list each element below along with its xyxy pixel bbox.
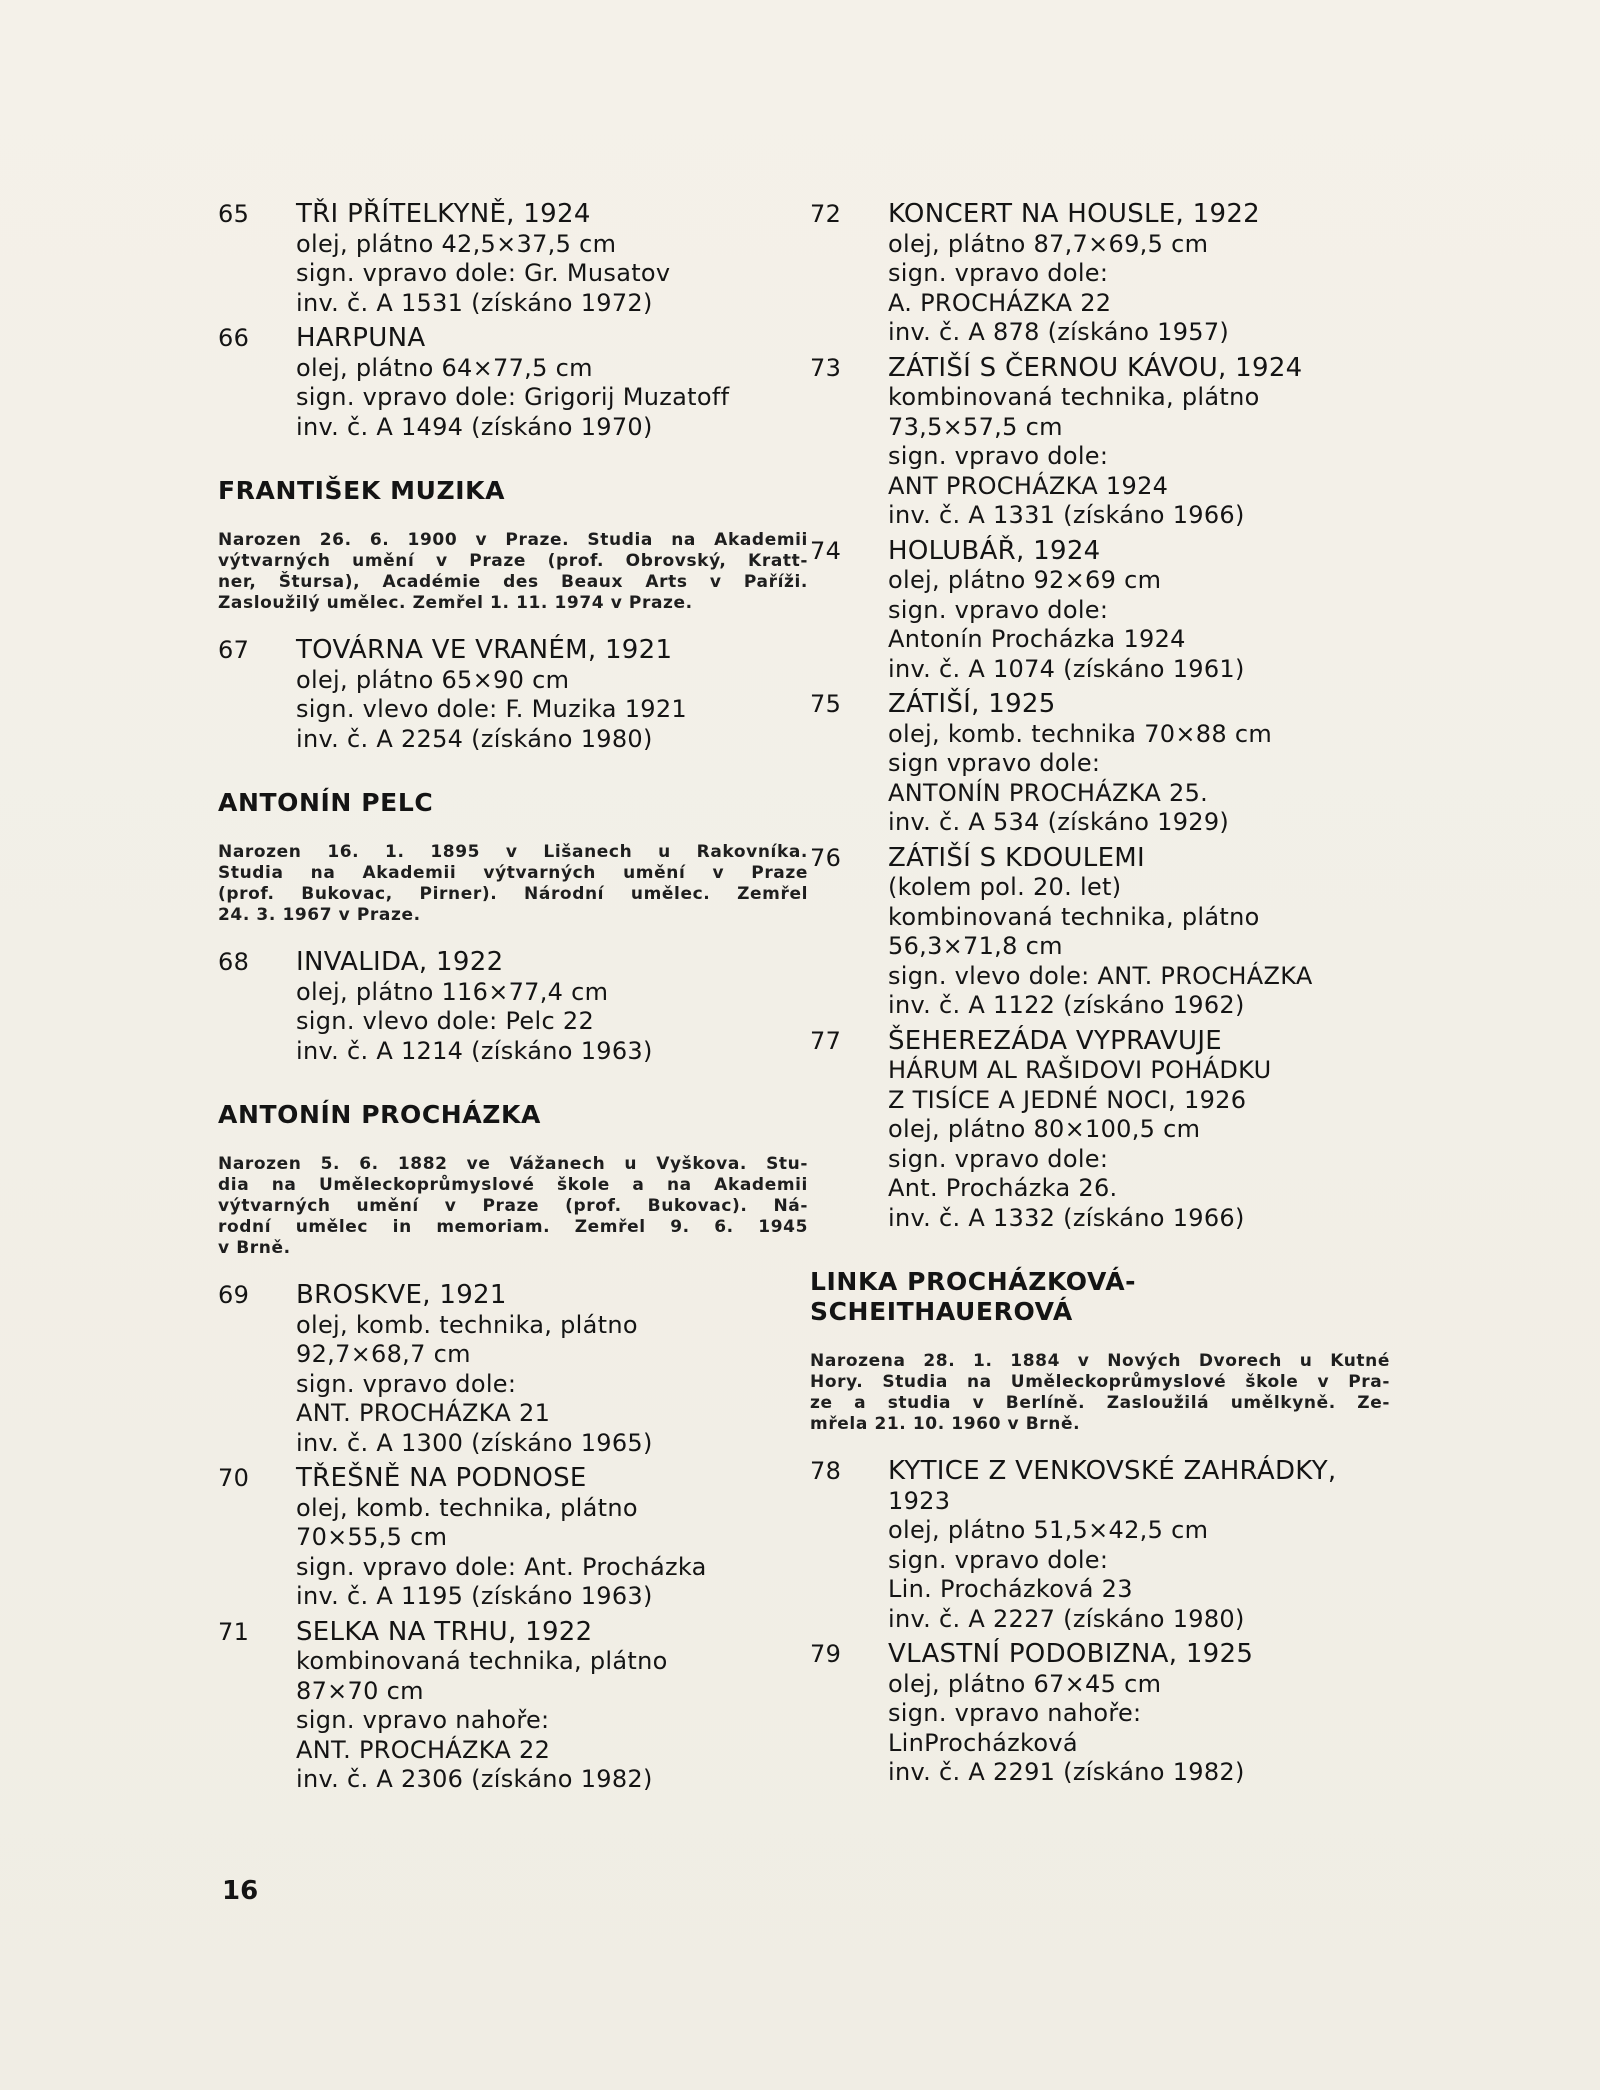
entry-detail-line: ANTONÍN PROCHÁZKA 25. — [888, 778, 1209, 807]
catalog-entry — [810, 690, 1390, 838]
entry-detail-line: Ant. Procházka 26. — [888, 1174, 1118, 1202]
entry-title: ZÁTIŠÍ S ČERNOU KÁVOU, 1924 — [888, 352, 1303, 383]
entry-number: 71 — [218, 1617, 250, 1646]
entry-detail-line: LinProcházková — [888, 1728, 1078, 1757]
entry-detail-line: sign. vlevo dole: ANT. PROCHÁZKA — [888, 961, 1313, 990]
entry-detail-line: sign. vpravo dole: Gr. Musatov — [296, 259, 671, 287]
entry-detail-line: sign. vlevo dole: F. Muzika 1921 — [296, 695, 687, 723]
catalog-entry — [810, 537, 1390, 685]
entry-title: BROSKVE, 1921 — [296, 1280, 507, 1310]
biography-line: ner, Štursa), Académie des Beaux Arts v Paříži. — [218, 572, 808, 592]
biography-line: výtvarných umění v Praze (prof. Bukovac). Ná- — [218, 1196, 808, 1216]
artist-name: ANTONÍN PELC — [218, 788, 434, 817]
entry-number: 76 — [810, 843, 842, 872]
catalog-entry — [218, 1281, 808, 1458]
entry-detail-line: ANT. PROCHÁZKA 22 — [296, 1735, 551, 1764]
entry-detail-line: olej, plátno 65×90 cm — [296, 665, 570, 694]
entry-detail-line: inv. č. A 1494 (získáno 1970) — [296, 412, 653, 441]
entry-detail-line: inv. č. A 1195 (získáno 1963) — [296, 1582, 653, 1610]
entry-title: HOLUBÁŘ, 1924 — [888, 535, 1101, 566]
entry-detail-line: 73,5×57,5 cm — [888, 412, 1063, 441]
entry-number: 74 — [810, 536, 842, 565]
entry-detail-line: inv. č. A 2227 (získáno 1980) — [888, 1604, 1245, 1633]
entry-detail-line: sign. vpravo dole: Ant. Procházka — [296, 1552, 707, 1581]
entry-detail-line: inv. č. A 2291 (získáno 1982) — [888, 1758, 1245, 1786]
artist-biography — [218, 842, 808, 926]
catalog-entry — [810, 354, 1390, 531]
entry-detail-line: olej, plátno 42,5×37,5 cm — [296, 229, 617, 258]
artist-name — [810, 1267, 1390, 1327]
entry-detail-line: sign. vpravo dole: — [888, 1144, 1109, 1173]
artist-name-line: SCHEITHAUEROVÁ — [810, 1297, 1073, 1326]
entry-title: HARPUNA — [296, 323, 426, 353]
entry-detail-line: Antonín Procházka 1924 — [888, 625, 1186, 653]
catalog-entry — [218, 948, 808, 1066]
catalog-entry — [218, 636, 808, 754]
biography-line: Studia na Akademii výtvarných umění v Praze — [218, 863, 808, 883]
entry-detail-line: olej, plátno 87,7×69,5 cm — [888, 229, 1209, 258]
entry-detail-line: olej, komb. technika, plátno — [296, 1493, 638, 1522]
catalog-entry — [218, 324, 808, 442]
entry-detail-line: olej, plátno 67×45 cm — [888, 1669, 1162, 1698]
entry-number: 78 — [810, 1457, 842, 1485]
entry-detail-line: sign. vpravo dole: — [888, 259, 1109, 287]
entry-detail-line: Lin. Procházková 23 — [888, 1575, 1133, 1603]
page-number: 16 — [222, 1876, 259, 1906]
biography-line: Narozen 5. 6. 1882 ve Vážanech u Vyškova. Stu- — [218, 1154, 808, 1174]
entry-detail-line: olej, komb. technika, plátno — [296, 1310, 638, 1339]
biography-line: 24. 3. 1967 v Praze. — [218, 905, 421, 925]
entry-detail-line: HÁRUM AL RAŠIDOVI POHÁDKU — [888, 1056, 1272, 1084]
entry-detail-line: olej, komb. technika 70×88 cm — [888, 719, 1273, 748]
entry-detail-line: kombinovaná technika, plátno — [296, 1647, 668, 1675]
entry-title: INVALIDA, 1922 — [296, 947, 504, 977]
entry-detail-line: inv. č. A 1074 (získáno 1961) — [888, 654, 1245, 683]
entry-detail-line: 56,3×71,8 cm — [888, 932, 1063, 960]
entry-detail-line: inv. č. A 534 (získáno 1929) — [888, 808, 1230, 836]
artist-name: FRANTIŠEK MUZIKA — [218, 476, 506, 505]
entry-title: KONCERT NA HOUSLE, 1922 — [888, 199, 1261, 229]
entry-detail-line: ANT. PROCHÁZKA 21 — [296, 1399, 551, 1427]
entry-detail-line: inv. č. A 1331 (získáno 1966) — [888, 501, 1245, 529]
catalog-entry — [218, 200, 808, 318]
catalog-entry — [810, 1457, 1390, 1634]
entry-number: 79 — [810, 1640, 842, 1668]
artist-biography — [810, 1351, 1390, 1435]
entry-title: ŠEHEREZÁDA VYPRAVUJE — [888, 1025, 1223, 1056]
entry-detail-line: 87×70 cm — [296, 1676, 424, 1705]
catalog-entry — [810, 1027, 1390, 1234]
entry-title: ZÁTIŠÍ S KDOULEMI — [888, 842, 1146, 873]
entry-detail-line: inv. č. A 2306 (získáno 1982) — [296, 1765, 653, 1793]
entry-detail-line: sign. vpravo nahoře: — [296, 1706, 550, 1734]
entry-title: VLASTNÍ PODOBIZNA, 1925 — [888, 1639, 1254, 1669]
entry-detail-line: sign. vpravo dole: Grigorij Muzatoff — [296, 383, 730, 411]
entry-detail-line: sign. vpravo dole: — [888, 595, 1109, 624]
catalog-entry — [218, 1618, 808, 1795]
entry-detail-line: olej, plátno 64×77,5 cm — [296, 353, 593, 382]
biography-line: Narozen 16. 1. 1895 v Lišanech u Rakovníka. — [218, 842, 808, 862]
right-column — [810, 200, 1390, 1788]
entry-detail-line: 70×55,5 cm — [296, 1523, 448, 1551]
artist-name: ANTONÍN PROCHÁZKA — [218, 1100, 541, 1129]
entry-title: TŘEŠNĚ NA PODNOSE — [296, 1463, 587, 1493]
artist-biography — [218, 1154, 808, 1259]
entry-number: 73 — [810, 353, 842, 382]
entry-detail-line: 92,7×68,7 cm — [296, 1340, 471, 1368]
entry-detail-line: inv. č. A 1332 (získáno 1966) — [888, 1203, 1245, 1232]
entry-detail-line: sign. vpravo dole: — [888, 442, 1109, 470]
entry-detail-line: olej, plátno 116×77,4 cm — [296, 977, 609, 1006]
biography-line: v Brně. — [218, 1238, 291, 1258]
biography-line: (prof. Bukovac, Pirner). Národní umělec. Zemřel — [218, 884, 808, 904]
biography-line: Hory. Studia na Uměleckoprůmyslové škole v Pra- — [810, 1372, 1390, 1392]
entry-title: SELKA NA TRHU, 1922 — [296, 1616, 593, 1647]
biography-line: výtvarných umění v Praze (prof. Obrovský, Kratt- — [218, 551, 808, 571]
entry-detail-line: inv. č. A 1214 (získáno 1963) — [296, 1036, 653, 1065]
entry-number: 69 — [218, 1281, 250, 1309]
catalog-entry — [218, 1464, 808, 1612]
entry-title: ZÁTIŠÍ, 1925 — [888, 689, 1056, 719]
artist-name-line: LINKA PROCHÁZKOVÁ- — [810, 1267, 1137, 1296]
entry-detail-line: inv. č. A 2254 (získáno 1980) — [296, 724, 653, 753]
entry-number: 65 — [218, 200, 250, 228]
biography-line: ze a studia v Berlíně. Zasloužilá umělkyně. Ze- — [810, 1393, 1390, 1413]
biography-line: Zasloužilý umělec. Zemřel 1. 11. 1974 v Praze. — [218, 593, 693, 613]
entry-title: TOVÁRNA VE VRANÉM, 1921 — [296, 635, 673, 665]
entry-detail-line: sign. vpravo dole: — [888, 1545, 1109, 1574]
entry-detail-line: inv. č. A 1122 (získáno 1962) — [888, 991, 1245, 1019]
entry-detail-line: olej, plátno 92×69 cm — [888, 566, 1162, 594]
entry-detail-line: kombinovaná technika, plátno — [888, 383, 1260, 411]
entry-number: 77 — [810, 1026, 842, 1055]
entry-detail-line: inv. č. A 1300 (získáno 1965) — [296, 1428, 653, 1457]
entry-detail-line: sign. vlevo dole: Pelc 22 — [296, 1007, 595, 1035]
artist-biography — [218, 530, 808, 614]
biography-line: rodní umělec in memoriam. Zemřel 9. 6. 1945 — [218, 1217, 808, 1237]
entry-detail-line: A. PROCHÁZKA 22 — [888, 288, 1112, 317]
entry-detail-line: olej, plátno 51,5×42,5 cm — [888, 1516, 1209, 1544]
entry-number: 66 — [218, 324, 250, 352]
entry-detail-line: kombinovaná technika, plátno — [888, 902, 1260, 931]
catalog-entry — [810, 200, 1390, 348]
entry-detail-line: (kolem pol. 20. let) — [888, 873, 1122, 901]
biography-line: Narozena 28. 1. 1884 v Nových Dvorech u Kutné — [810, 1351, 1390, 1371]
entry-detail-line: inv. č. A 1531 (získáno 1972) — [296, 288, 653, 317]
biography-line: mřela 21. 10. 1960 v Brně. — [810, 1414, 1081, 1434]
biography-line: dia na Uměleckoprůmyslové škole a na Akademii — [218, 1175, 808, 1195]
entry-detail-line: olej, plátno 80×100,5 cm — [888, 1115, 1201, 1143]
entry-number: 67 — [218, 636, 250, 664]
biography-line: Narozen 26. 6. 1900 v Praze. Studia na Akademii — [218, 530, 808, 550]
entry-title: KYTICE Z VENKOVSKÉ ZAHRÁDKY, — [888, 1456, 1337, 1486]
entry-number: 75 — [810, 690, 842, 718]
entry-number: 68 — [218, 948, 250, 976]
entry-title: TŘI PŘÍTELKYNĚ, 1924 — [296, 199, 591, 229]
entry-number: 70 — [218, 1464, 250, 1492]
entry-detail-line: sign vpravo dole: — [888, 749, 1101, 777]
entry-number: 72 — [810, 200, 842, 228]
entry-detail-line: Z TISÍCE A JEDNÉ NOCI, 1926 — [888, 1085, 1247, 1114]
entry-detail-line: ANT PROCHÁZKA 1924 — [888, 471, 1169, 500]
catalog-entry — [810, 844, 1390, 1021]
entry-detail-line: 1923 — [888, 1486, 951, 1515]
entry-detail-line: inv. č. A 878 (získáno 1957) — [888, 318, 1230, 346]
entry-detail-line: sign. vpravo dole: — [296, 1369, 517, 1398]
entry-detail-line: sign. vpravo nahoře: — [888, 1699, 1142, 1727]
left-column — [218, 200, 808, 1795]
catalog-entry — [810, 1640, 1390, 1788]
